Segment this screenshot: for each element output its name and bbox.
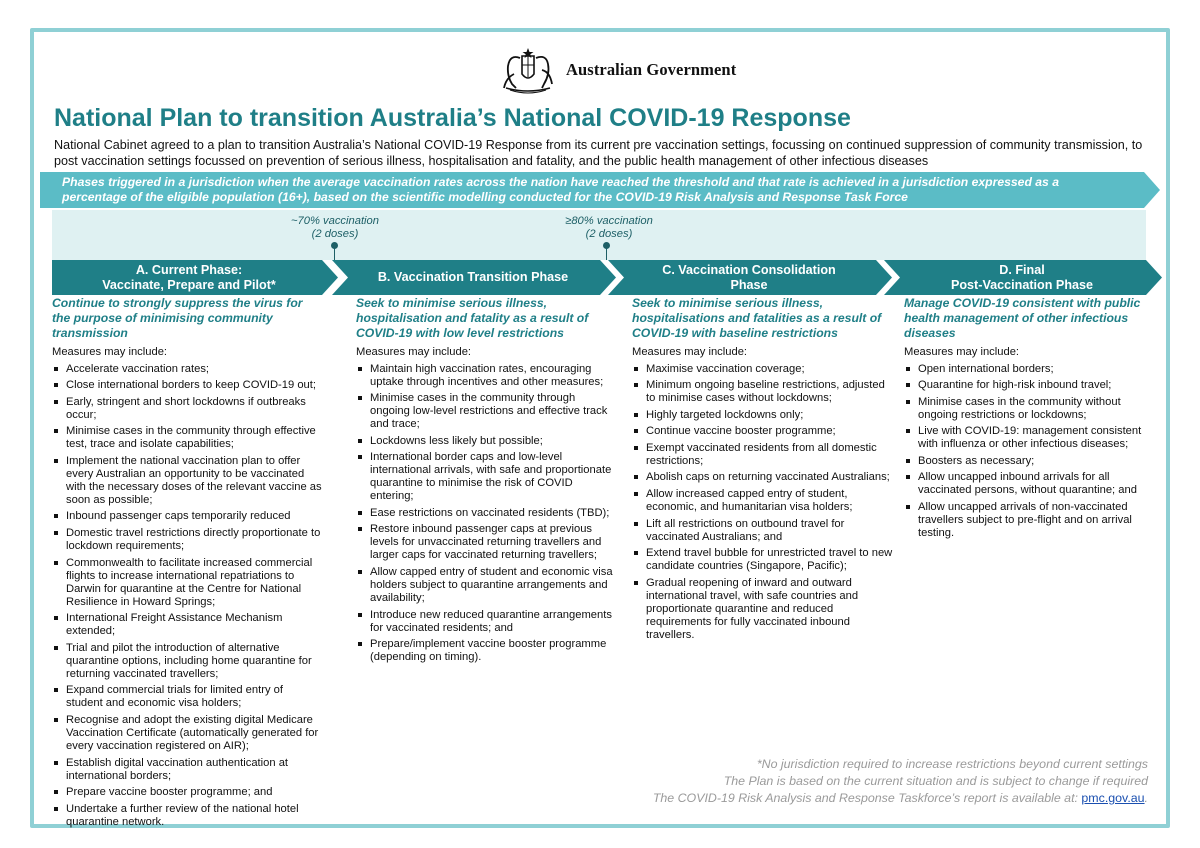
list-item: Minimum ongoing baseline restrictions, adjusted to minimise cases without lockdowns; — [632, 379, 894, 405]
list-item: Expand commercial trials for limited entry of student and economic visa holders; — [52, 684, 322, 710]
marker-80-line2: (2 doses) — [585, 228, 633, 240]
phase-d-heading: Manage COVID-19 consistent with public health management of other infectious diseases — [904, 296, 1141, 340]
phase-b-column — [356, 296, 618, 668]
list-item: Live with COVID-19: management consistent with influenza or other infectious diseases; — [904, 425, 1144, 451]
list-item: Continue vaccine booster programme; — [632, 425, 894, 438]
phase-a-measures-label: Measures may include: — [52, 346, 168, 358]
list-item: Open international borders; — [904, 363, 1144, 376]
banner-text: Phases triggered in a jurisdiction when the average vaccination rates across the nation have reached the threshold and that rate is achieved in a jurisdiction expressed as a percentage of the eligible population (16+), based on the scientific modelling conducted for the COVID-19 Risk Analysis and Response Task Force — [62, 175, 1060, 204]
footnote-report-end: . — [1144, 791, 1148, 805]
phase-d-title: D. Final Post-Vaccination Phase — [950, 262, 1094, 292]
list-item: International border caps and low-level international arrivals, with safe and proportionate quarantine to minimise the risk of COVID entering; — [356, 451, 618, 503]
list-item: Minimise cases in the community through effective test, trace and isolate capabilities; — [52, 425, 322, 451]
list-item: Recognise and adopt the existing digital Medicare Vaccination Certificate (automatically generated for every vaccination registered on AIR); — [52, 714, 322, 753]
marker-70-dot — [331, 242, 338, 249]
list-item: Establish digital vaccination authentication at international borders; — [52, 757, 322, 783]
phase-a-title: A. Current Phase: Vaccinate, Prepare and Pilot* — [102, 262, 276, 292]
phase-d-measures-label: Measures may include: — [904, 346, 1020, 358]
phase-c-measures-label: Measures may include: — [632, 346, 748, 358]
phase-a-heading: Continue to strongly suppress the virus for the purpose of minimising community transmission — [52, 296, 303, 340]
phase-c-heading: Seek to minimise serious illness, hospitalisations and fatalities as a result of COVID-19 with baseline restrictions — [632, 296, 882, 340]
list-item: Domestic travel restrictions directly proportionate to lockdown requirements; — [52, 527, 322, 553]
list-item: Exempt vaccinated residents from all domestic restrictions; — [632, 442, 894, 468]
marker-70-label — [280, 215, 390, 241]
phase-c-column — [632, 296, 894, 645]
list-item: Prepare vaccine booster programme; and — [52, 786, 322, 799]
list-item: International Freight Assistance Mechanism extended; — [52, 612, 322, 638]
phase-bar — [52, 260, 1164, 295]
government-header — [496, 44, 736, 96]
list-item: Introduce new reduced quarantine arrangements for vaccinated residents; and — [356, 609, 618, 635]
marker-70-line1: ~70% vaccination — [290, 215, 379, 227]
list-item: Close international borders to keep COVID-19 out; — [52, 379, 322, 392]
list-item: Allow capped entry of student and economic visa holders subject to quarantine arrangements and availability; — [356, 566, 618, 605]
list-item: Early, stringent and short lockdowns if outbreaks occur; — [52, 396, 322, 422]
phase-b-heading: Seek to minimise serious illness, hospitalisation and fatality as a result of COVID-19 with low level restrictions — [356, 296, 589, 340]
list-item: Prepare/implement vaccine booster programme (depending on timing). — [356, 638, 618, 664]
list-item: Inbound passenger caps temporarily reduced — [52, 510, 322, 523]
government-name: Australian Government — [566, 60, 737, 79]
footnotes — [653, 756, 1148, 807]
list-item: Abolish caps on returning vaccinated Australians; — [632, 471, 894, 484]
marker-80-line1: ≥80% vaccination — [565, 215, 653, 227]
intro-text: National Cabinet agreed to a plan to transition Australia’s National COVID-19 Response from its current pre vaccination settings, focussing on continued suppression of community transmission, to post vaccination settings focussed on prevention of serious illness, hospitalisation and fatality, and the public health management of other infectious diseases — [54, 138, 1143, 168]
footnote-report-text: The COVID-19 Risk Analysis and Response Taskforce’s report is available at: — [652, 791, 1082, 805]
phase-d-column — [904, 296, 1144, 544]
list-item: Restore inbound passenger caps at previous levels for unvaccinated returning travellers and larger caps for vaccinated returning travellers; — [356, 523, 618, 562]
list-item: Minimise cases in the community through ongoing low-level restrictions and effective track and trace; — [356, 392, 618, 431]
pmc-link[interactable]: pmc.gov.au — [1081, 791, 1145, 805]
phase-a-bullets — [52, 363, 322, 829]
list-item: Allow increased capped entry of student, economic, and humanitarian visa holders; — [632, 488, 894, 514]
list-item: Gradual reopening of inward and outward international travel, with safe countries and proportionate quarantine and reduced requirements for fully vaccinated inbound travellers. — [632, 577, 894, 642]
footnote-report — [653, 790, 1148, 807]
list-item: Allow uncapped arrivals of non-vaccinated travellers subject to pre-flight and on arrival testing. — [904, 501, 1144, 540]
marker-70-line2: (2 doses) — [311, 228, 359, 240]
footnote-plan: The Plan is based on the current situation and is subject to change if required — [723, 774, 1148, 788]
list-item: Accelerate vaccination rates; — [52, 363, 322, 376]
list-item: Allow uncapped inbound arrivals for all vaccinated persons, without quarantine; and — [904, 471, 1144, 497]
coat-of-arms-icon — [496, 44, 560, 96]
page-title: National Plan to transition Australia’s National COVID-19 Response — [54, 104, 851, 132]
phase-a-column — [52, 296, 322, 832]
list-item: Maintain high vaccination rates, encouraging uptake through incentives and other measures; — [356, 363, 618, 389]
marker-80-dot — [603, 242, 610, 249]
list-item: Implement the national vaccination plan to offer every Australian an opportunity to be vaccinated with the necessary doses of the relevant vaccine as soon as possible; — [52, 455, 322, 507]
list-item: Quarantine for high-risk inbound travel; — [904, 379, 1144, 392]
list-item: Commonwealth to facilitate increased commercial flights to increase international repatriations to Darwin for quarantine at the Centre for National Resilience in Howard Springs; — [52, 557, 322, 609]
list-item: Extend travel bubble for unrestricted travel to new candidate countries (Singapore, Pacific); — [632, 547, 894, 573]
list-item: Lockdowns less likely but possible; — [356, 435, 618, 448]
list-item: Trial and pilot the introduction of alternative quarantine options, including home quarantine for returning vaccinated travellers; — [52, 642, 322, 681]
phase-b-bullets — [356, 363, 618, 665]
phase-b-title: B. Vaccination Transition Phase — [377, 270, 569, 284]
phase-c-bullets — [632, 363, 894, 642]
list-item: Minimise cases in the community without ongoing restrictions or lockdowns; — [904, 396, 1144, 422]
list-item: Maximise vaccination coverage; — [632, 363, 894, 376]
list-item: Boosters as necessary; — [904, 455, 1144, 468]
list-item: Ease restrictions on vaccinated residents (TBD); — [356, 507, 618, 520]
phase-c-title: C. Vaccination Consolidation Phase — [662, 262, 836, 292]
list-item: Lift all restrictions on outbound travel for vaccinated Australians; and — [632, 518, 894, 544]
list-item: Highly targeted lockdowns only; — [632, 409, 894, 422]
footnote-jurisdiction: *No jurisdiction required to increase restrictions beyond current settings — [756, 757, 1148, 771]
list-item: Undertake a further review of the national hotel quarantine network. — [52, 803, 322, 829]
phase-b-measures-label: Measures may include: — [356, 346, 472, 358]
threshold-banner — [40, 170, 1162, 210]
marker-80-label — [552, 215, 666, 241]
phase-d-bullets — [904, 363, 1144, 541]
